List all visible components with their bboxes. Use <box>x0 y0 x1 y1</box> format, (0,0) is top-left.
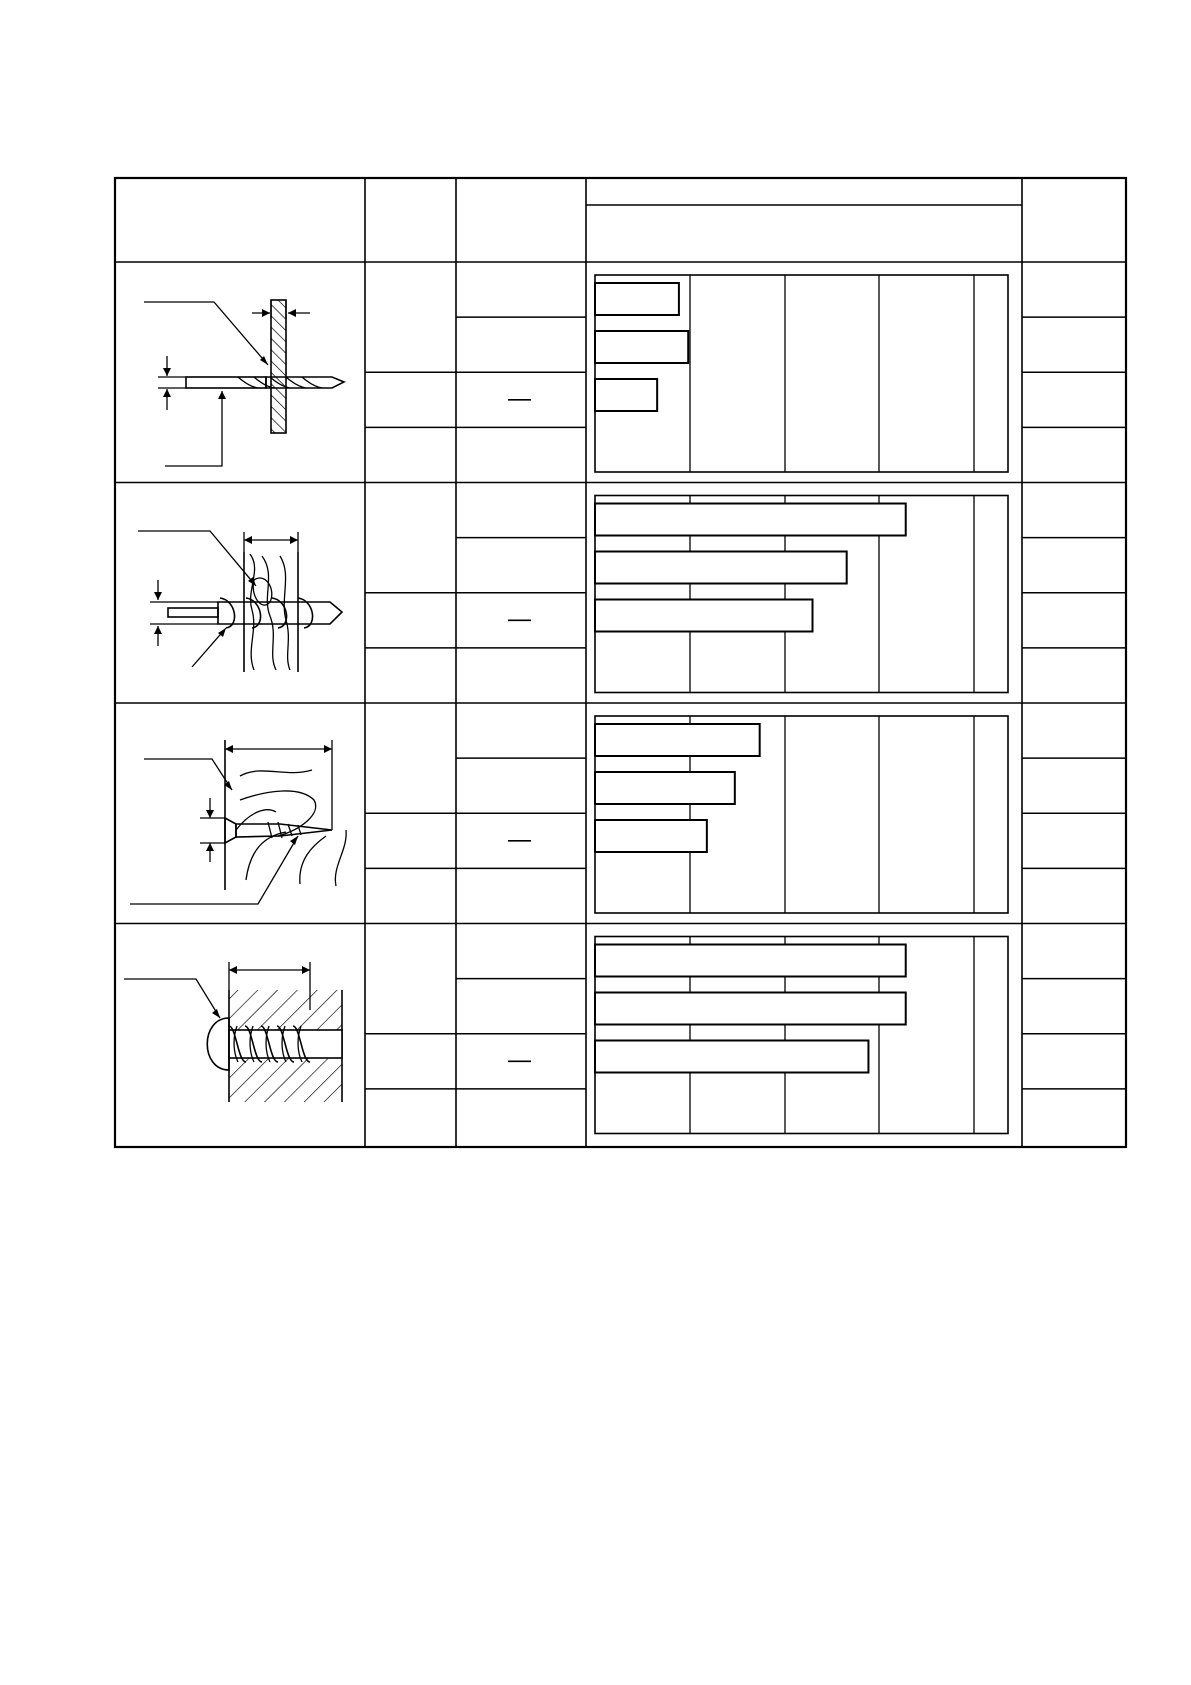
bar <box>595 820 707 852</box>
bar <box>595 504 906 536</box>
bar <box>595 552 847 584</box>
bar-panels <box>595 275 1008 1134</box>
machine-screw-illustration <box>124 962 342 1102</box>
bar <box>595 724 760 756</box>
wood-screw-illustration <box>130 740 346 904</box>
bar <box>595 600 813 632</box>
drill-bit-metal-illustration <box>144 300 344 466</box>
bar <box>595 379 657 411</box>
bar <box>595 331 688 363</box>
auger-bit-wood-illustration <box>138 531 342 672</box>
dash-marks <box>508 400 531 1062</box>
bar <box>595 993 906 1025</box>
bar <box>595 283 679 315</box>
bar <box>595 772 735 804</box>
bar <box>595 1041 868 1073</box>
bar <box>595 945 906 977</box>
